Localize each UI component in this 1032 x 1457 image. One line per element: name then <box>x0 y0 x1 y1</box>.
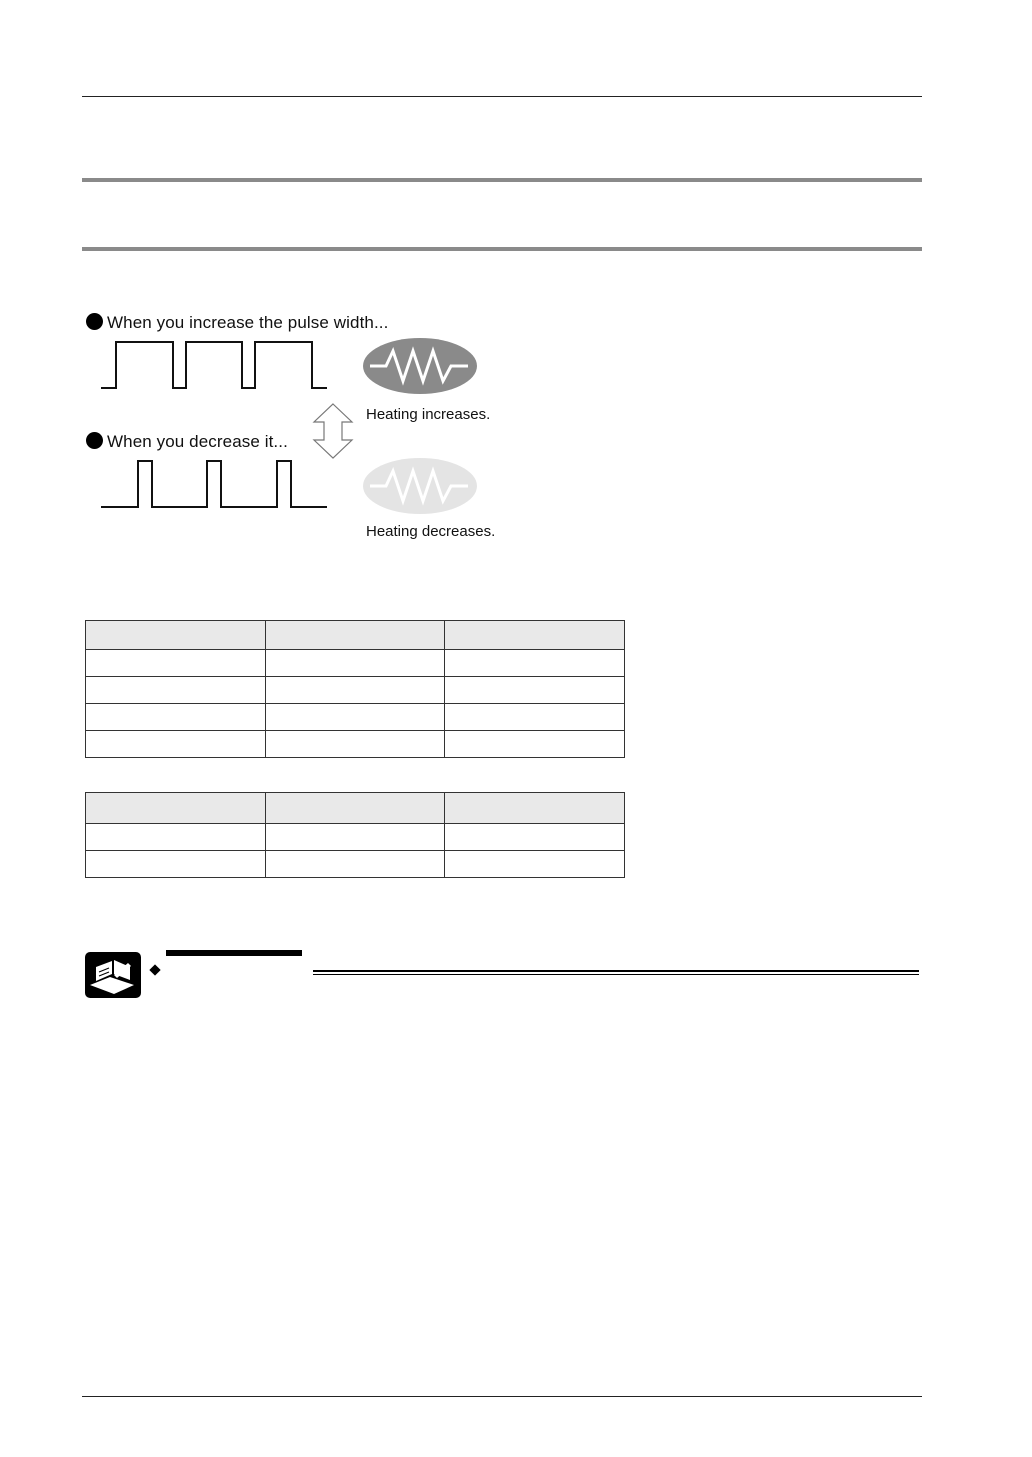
table-cell <box>86 731 266 758</box>
up-down-arrow-icon <box>311 402 355 460</box>
bullet-icon <box>86 313 103 330</box>
diamond-bullet-icon <box>149 964 160 975</box>
bullet-icon <box>86 432 103 449</box>
table-cell <box>86 677 266 704</box>
header-rule <box>82 96 922 97</box>
table-row <box>86 650 625 677</box>
table-header-cell <box>445 621 625 650</box>
table-cell <box>265 851 445 878</box>
narrow-pulse-waveform <box>98 457 330 513</box>
table-cell <box>265 731 445 758</box>
reference-rule-bottom <box>313 974 919 975</box>
table-header-cell <box>86 793 266 824</box>
up-down-arrow-shape <box>314 404 352 458</box>
heating-decreases-label: Heating decreases. <box>366 523 496 540</box>
table-row <box>86 824 625 851</box>
table-cell <box>445 824 625 851</box>
heater-hot-icon <box>362 337 480 397</box>
table-row <box>86 851 625 878</box>
table-header-row <box>86 793 625 824</box>
table-cell <box>265 704 445 731</box>
data-table-2 <box>85 792 625 878</box>
table-header-cell <box>445 793 625 824</box>
table-header-cell <box>265 621 445 650</box>
reference-title-bar <box>166 950 302 956</box>
reference-rule-top <box>313 970 919 972</box>
decrease-caption: When you decrease it... <box>86 432 288 452</box>
table-cell <box>445 650 625 677</box>
table-cell <box>265 677 445 704</box>
table-header-row <box>86 621 625 650</box>
data-table-1 <box>85 620 625 758</box>
section-title-bottom-rule <box>82 247 922 251</box>
heating-increases-label: Heating increases. <box>366 406 491 423</box>
footer-rule <box>82 1396 922 1397</box>
table-cell <box>445 731 625 758</box>
table-header-cell <box>265 793 445 824</box>
table-row <box>86 704 625 731</box>
table-row <box>86 731 625 758</box>
table-cell <box>265 824 445 851</box>
heater-cool-icon <box>362 456 480 516</box>
book-icon <box>84 951 142 999</box>
table-cell <box>265 650 445 677</box>
wide-pulse-waveform <box>98 338 330 394</box>
table-cell <box>445 704 625 731</box>
table-cell <box>86 650 266 677</box>
table-row <box>86 677 625 704</box>
table-header-cell <box>86 621 266 650</box>
section-title-top-rule <box>82 178 922 182</box>
table-cell <box>86 824 266 851</box>
table-cell <box>86 704 266 731</box>
table-cell <box>445 851 625 878</box>
table-cell <box>86 851 266 878</box>
increase-caption: When you increase the pulse width... <box>86 313 388 333</box>
table-cell <box>445 677 625 704</box>
